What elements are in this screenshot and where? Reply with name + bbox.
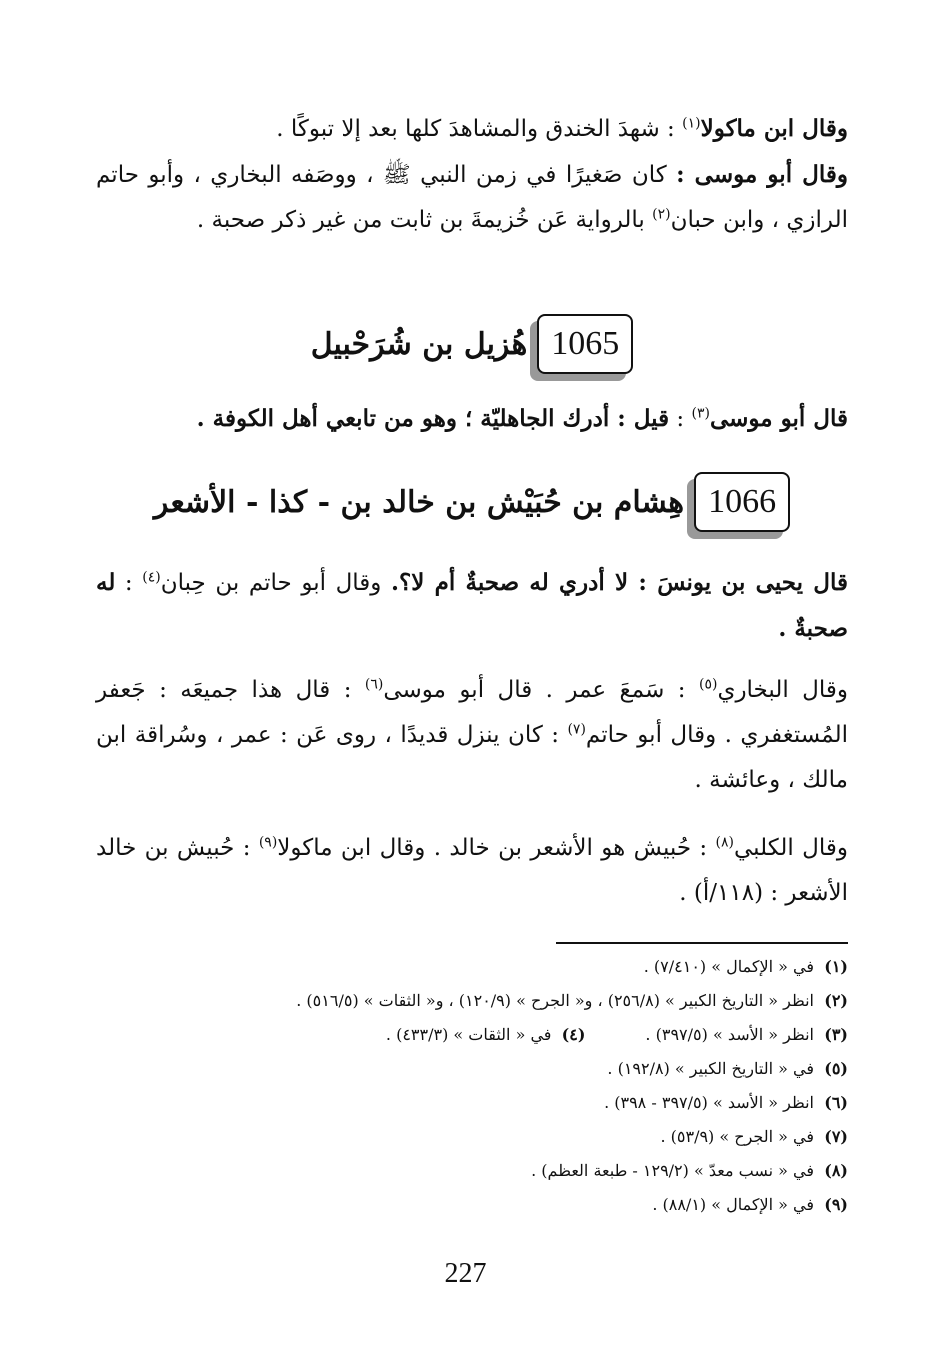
entry-title: هِشام بن حُبَيْش بن خالد بن - كذا - الأشعر xyxy=(153,484,685,520)
footnote-ref[interactable]: (٩) xyxy=(258,834,278,851)
entry-number-box: 1065 xyxy=(537,314,633,374)
footnote-ref[interactable]: (٥) xyxy=(698,676,718,693)
paragraph-bukhari: وقال البخاري$^{(٥)}$ : سَمعَ عمر . قال أبو موسى$^{(٦)}$ : قال هذا جميعَه : جَعفر المُستغفري . وقال أبو حاتم$^{(٧)}$ : كان ينزل قديدًا ، روى عَن : عمر ، وسُراقة ابن مالك ، وعائشة . xyxy=(96,676,848,793)
footnote-7: (٧)في « الجرح » (٥٣/٩) . xyxy=(660,1127,848,1146)
footnote-1: (١)في « الإكمال » (٧/٤١٠) . xyxy=(643,957,848,976)
footnote-ref[interactable]: (٨) xyxy=(715,834,734,851)
footnote-8: (٨)في « نسب معدّ » (١٢٩/٢ - طبعة العظم) . xyxy=(531,1161,848,1180)
footnote-ref[interactable]: (٢) xyxy=(652,206,671,223)
footnote-ref[interactable]: (٦) xyxy=(364,676,384,693)
footnote-ref[interactable]: (٤) xyxy=(142,569,161,586)
text-block-2 xyxy=(96,396,848,442)
entry-title: هُزيل بن شُرَحْبيل xyxy=(310,326,528,362)
paragraph-kalbi: وقال الكلبي$^{(٨)}$ : حُبيش هو الأشعر بن خالد . وقال ابن ماكولا$^{(٩)}$ : حُبيش بن خالد الأشعر : (١١٨/أ) . xyxy=(96,834,848,906)
text-block-4 xyxy=(96,668,848,803)
text-block-3 xyxy=(96,560,848,652)
footnote-2: (٢)انظر « التاريخ الكبير » (٢٥٦/٨) ، و« الجرح » (١٢٠/٩) ، و« الثقات » (٥١٦/٥) . xyxy=(296,991,848,1010)
text-block-5 xyxy=(96,826,848,916)
footnotes xyxy=(96,950,848,1222)
footnote-5: (٥)في « التاريخ الكبير » (١٩٢/٨) . xyxy=(607,1059,848,1078)
footnote-6: (٦)انظر « الأسد » (٣٩٧/٥ - ٣٩٨) . xyxy=(604,1093,848,1112)
entry-heading-1066 xyxy=(96,472,848,532)
footnote-4: (٤)في « الثقات » (٤٣٣/٣) . xyxy=(385,1025,586,1044)
paragraph-yahya: قال يحيى بن يونسَ : لا أدري له صحبةٌ أم لا؟. وقال أبو حاتم بن حِبان$^{(٤)}$ : له صحبةٌ . xyxy=(96,569,848,642)
footnote-ref[interactable]: (٧) xyxy=(567,721,586,738)
page-number: 227 xyxy=(444,1258,487,1289)
entry-number-box: 1066 xyxy=(694,472,790,532)
text-block-1 xyxy=(96,106,848,243)
footnote-ref[interactable]: (١) xyxy=(682,115,701,132)
footnote-divider xyxy=(556,942,848,944)
footnote-9: (٩)في « الإكمال » (٨٨/١) . xyxy=(652,1195,848,1214)
footnote-ref[interactable]: (٣) xyxy=(691,405,710,422)
footnote-row-3-4 xyxy=(96,1018,848,1052)
paragraph-abu-musa-1: وقال أبو موسى : كان صَغيرًا في زمن النبي ﷺ ، ووصَفه البخاري ، وأبو حاتم الرازي ، وابن حبان$^{(٢)}$ بالرواية عَن خُزيمةَ بن ثابت من غير ذكر صحبة . xyxy=(96,161,848,233)
paragraph-abu-musa-2: قال أبو موسى$^{(٣)}$ : قيل : أدرك الجاهليّة ؛ وهو من تابعي أهل الكوفة . xyxy=(196,405,848,432)
paragraph-ibn-makula: وقال ابن ماكولا$^{(١)}$ : شهدَ الخندق والمشاهدَ كلها بعد إلا تبوكًا . xyxy=(276,115,848,142)
entry-heading-1065 xyxy=(96,314,848,374)
footnote-3: (٣)انظر « الأسد » (٣٩٧/٥) . xyxy=(645,1025,848,1044)
